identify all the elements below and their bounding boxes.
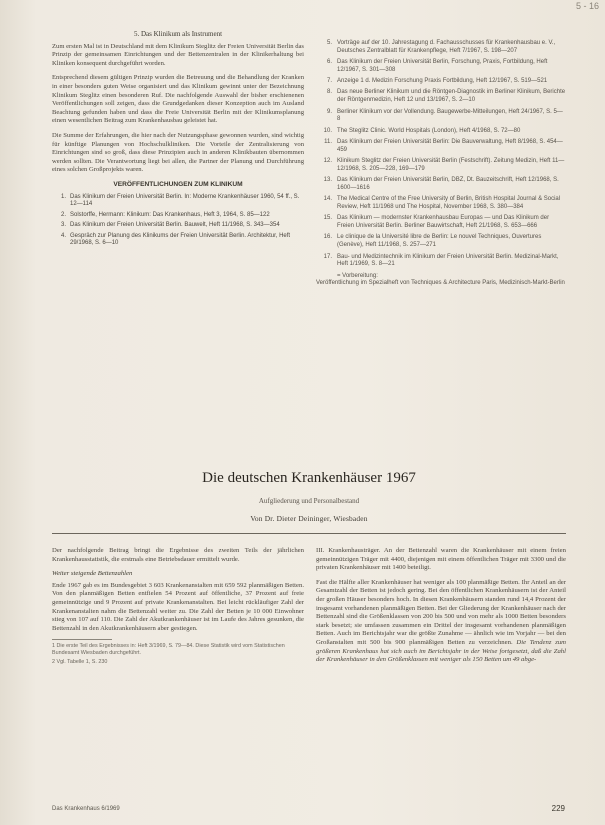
references-list bbox=[316, 40, 566, 269]
list-item-number: 1. bbox=[60, 193, 66, 200]
list-item bbox=[316, 40, 566, 56]
article-author: Von Dr. Dieter Deininger, Wiesbaden bbox=[250, 514, 368, 523]
list-item bbox=[316, 59, 566, 75]
list-item bbox=[316, 78, 566, 86]
list-item-number: 16. bbox=[323, 234, 332, 241]
list-item bbox=[316, 215, 566, 231]
section-heading: 5. Das Klinikum als Instrument bbox=[133, 30, 223, 38]
publications-list bbox=[52, 194, 304, 249]
paragraph bbox=[316, 579, 566, 665]
list-item-number: 15. bbox=[323, 215, 332, 222]
emphasized-text: Die Tendenz zum größeren Krankenhaus hat sich auch im Berichtsjahr in der Weise fortgesetzt, daß die Zahl der Krankenhäuser in den Größenklassen mit weniger als 150 Betten um 49 abge- bbox=[316, 638, 567, 664]
list-item-number: 6. bbox=[326, 59, 332, 66]
list-item bbox=[316, 177, 566, 193]
list-item-text: The Medical Centre of the Free University of Berlin, British Hospital Journal & Social Review, Heft 11/1968 und The Hospital, November 1968, S. 380—384 bbox=[337, 196, 561, 211]
list-item bbox=[316, 109, 566, 125]
list-item-number: 10. bbox=[323, 127, 332, 134]
list-item-number: 2. bbox=[60, 211, 66, 218]
list-item-text: Klinikum Steglitz der Freien Universität Berlin (Festschrift). Zeitung Medizin, Heft 11—12/1968, S. 205—228, 169—179 bbox=[337, 158, 565, 172]
list-item-text: Das Klinikum der Freien Universität Berlin, DBZ, Dt. Bauzeitschrift, Heft 12/1968, S. 1600—1616 bbox=[337, 177, 559, 191]
list-item-text: Das Klinikum der Freien Universität Berlin. In: Moderne Krankenhäuser 1960, 54 ff., S. 12—114 bbox=[70, 193, 300, 208]
list-item-text: Das neue Berliner Klinikum und die Röntgen-Diagnostik im Berliner Klinikum, Berichte der Röntgenmedizin, Heft 12 und 13/1967, S. 2—10 bbox=[337, 89, 566, 104]
list-item bbox=[316, 158, 566, 174]
list-item-number: 7. bbox=[326, 78, 332, 85]
page-number: 229 bbox=[551, 804, 565, 813]
publications-title: VERÖFFENTLICHUNGEN ZUM KLINIKUM bbox=[113, 180, 243, 188]
list-item-number: 8. bbox=[326, 89, 332, 96]
left-column bbox=[52, 30, 304, 251]
list-item-text: The Steglitz Clinic. World Hospitals (London), Heft 4/1968, S. 72—80 bbox=[337, 127, 521, 134]
footnote-divider bbox=[52, 639, 112, 640]
paragraph: Entsprechend diesem gültigen Prinzip wurden die Betreuung und die Behandlung der Kranken in einer besonders guten Weise organisiert und das Klinikum gewinnt unter der Bezeichnung Klinikum Steglitz einen besonderen Ruf. Die nachfolgende Auswahl der bisher erschienenen Veröffentlichungen soll zeigen, dass die Grundgedanken dieser Konzeption auch im Ausland Beachtung gefunden haben und dass die Freie Universität Berlin mit der Klinikumsplanung einen wesentlichen Beitrag zum Krankenhausbau geleistet hat. bbox=[52, 74, 304, 125]
footnote: 1 Die erste Teil des Ergebnisses in: Heft 3/1969, S. 79—84. Diese Statistik wird vom Statistischen Bundesamt Wiesbaden durchgeführt. bbox=[52, 643, 285, 657]
list-item-text: Das Klinikum der Freien Universität Berlin, Forschung, Praxis, Fortbildung, Heft 12/1967, S. 301—308 bbox=[337, 59, 548, 73]
list-item bbox=[52, 233, 304, 248]
list-item-text: Berliner Klinikum vor der Vollendung. Baugewerbe-Mitteilungen, Heft 24/1967, S. 5—8 bbox=[337, 108, 563, 123]
list-item-text: Bau- und Medizintechnik im Klinikum der Freien Universität Berlin. Medizinal-Markt, Heft 1/1969, S. 8—21 bbox=[337, 253, 559, 268]
list-item bbox=[316, 254, 566, 270]
footnote-text: Veröffentlichung im Spezialheft von Techniques & Architecture Paris, Medizinisch-Markt-Berlin bbox=[316, 280, 565, 287]
list-item-text: Gespräch zur Planung des Klinikums der Freien Universität Berlin. Architektur, Heft 29/1968, S. 6—10 bbox=[70, 232, 291, 247]
list-item-number: 5. bbox=[326, 40, 332, 46]
paragraph: Zum ersten Mal ist in Deutschland mit dem Klinikum Steglitz der Freien Universität Berlin das Prinzip der gemeinsamen Einrichtungen und der Bettenzentralen in der Klinikerhaltung bei Kliniken konsequent durchgeführt worden. bbox=[52, 42, 304, 67]
list-item-text: Das Klinikum — modernster Krankenhausbau Europas — und Das Klinikum der Freien Universität Berlin. Berliner Bauwirtschaft, Heft 21/1968, S. 653—666 bbox=[337, 215, 550, 230]
list-item bbox=[316, 234, 566, 250]
paragraph-text: Fast die Hälfte aller Krankenhäuser hat weniger als 100 planmäßige Betten. Ihr Anteil an der Gesamtzahl der Betten ist jedoch gering. Bei den öffentlichen Krankenhäusern ist der Anteil der großen Häuser besonders hoch. In diesen Krankenhäusern standen rund 14,4 Prozent der insgesamt vorhandenen planmäßigen Betten. Bei der Gliederung der Krankenhäuser nach der Bettenzahl sind die Größenklassen von 200 bis 500 und von mehr als 1000 Betten besonders stark besetzt; sie umfassen zusammen ein Drittel der insgesamt vorhandenen planmäßigen Betten. Auch im Berichtsjahr war die größte Zunahme — ähnlich wie im Vorjahr — bei den Großanstalten mit 500 bis 900 planmäßigen Betten zu verzeichnen. bbox=[316, 578, 566, 646]
list-item-number: 9. bbox=[326, 108, 332, 115]
list-item-number: 3. bbox=[60, 222, 66, 229]
footnote: 2 Vgl. Tabelle 1, S. 230 bbox=[52, 659, 108, 666]
corner-mark: 5 - 16 bbox=[575, 1, 599, 11]
article-column-left bbox=[52, 547, 304, 668]
list-item bbox=[52, 194, 304, 209]
list-item bbox=[316, 139, 566, 155]
list-item-number: 17. bbox=[323, 253, 332, 260]
list-item-text: Das Klinikum der Freien Universität Berlin. Bauwelt, Heft 11/1968, S. 343—354 bbox=[70, 222, 280, 229]
list-item bbox=[316, 128, 566, 136]
subheading: Weiter steigende Bettenzahlen bbox=[52, 570, 133, 578]
article-column-right bbox=[316, 547, 566, 671]
list-item-number: 14. bbox=[323, 196, 332, 203]
paragraph: Die Summe der Erfahrungen, die hier nach der Nutzungsphase gewonnen wurden, sind wichtig für künftige Planungen von Hochschulkliniken. Die Vorteile der Zentralisierung von Einrichtungen sind so groß, dass diese Prinzipien auch in anderen Klinikbauten übernommen werden sollten. Die Verantwortung liegt bei allen, die Partner der Planung und Durchführung eines solchen Großprojekts waren. bbox=[52, 131, 304, 174]
list-item-number: 11. bbox=[324, 138, 332, 145]
list-item-number: 12. bbox=[323, 158, 332, 165]
paragraph: Ende 1967 gab es im Bundesgebiet 3 603 Krankenanstalten mit 659 592 planmäßigen Betten. Von den planmäßigen Betten entfielen 54 Prozent auf öffentliche, 37 Prozent auf freie gemeinnützige und 9 Prozent auf private Krankenanstalten. Bei leicht rückläufiger Zahl der Krankenanstalten nahm die Bettenzahl weiter zu. Die Zahl der Betten je 10 000 Einwohner stieg von 107 auf 110. Die Zahl der Akutkrankenhäuser ist im Laufe des Jahres gesunken, die Bettenzahl in den Akutkrankenhäusern aber gestiegen. bbox=[52, 581, 304, 632]
list-item-text: Das Klinikum der Freien Universität Berlin: Die Bauverwaltung, Heft 8/1968, S. 454—459 bbox=[337, 138, 563, 153]
intro-paragraph: Der nachfolgende Beitrag bringt die Ergebnisse des zweiten Teils der jährlichen Krankenhausstatistik, die erstmals eine Betriebsdauer ermittelt wurde. bbox=[52, 547, 304, 563]
list-item-text: Vorträge auf der 10. Jahrestagung d. Fachausschusses für Krankenhausbau e. V., Deutsches Zentralblatt für Krankenpflege, Heft 7/1967, S. 198—207 bbox=[337, 40, 556, 54]
list-item-number: 13. bbox=[323, 177, 332, 184]
right-column bbox=[316, 40, 566, 288]
list-item bbox=[52, 222, 304, 230]
paragraph: III. Krankenhausträger. An der Bettenzahl waren die Krankenhäuser mit einem freien gemeinnützigen Träger mit 4400, diejenigen mit einem öffentlichen Träger mit 3300 und die privaten Krankenhäuser mit 1400 beteiligt. bbox=[316, 547, 566, 572]
list-item bbox=[52, 212, 304, 220]
list-item bbox=[316, 196, 566, 212]
divider bbox=[52, 533, 566, 534]
list-item bbox=[316, 89, 566, 105]
article-subtitle: Aufgliederung und Personalbestand bbox=[258, 497, 360, 505]
list-item-text: Le clinique de la Université libre de Berlin: Le nouvel Techniques, Ouvertures (Genève), Heft 11/1968, S. 257—271 bbox=[337, 234, 542, 249]
journal-name: Das Krankenhaus 6/1969 bbox=[52, 806, 120, 812]
list-item-number: 4. bbox=[60, 232, 66, 239]
list-item-text: Anzeige 1 d. Medizin Forschung Praxis Fortbildung, Heft 12/1967, S. 519—521 bbox=[337, 78, 548, 85]
footnote-sign: = Vorbereitung: bbox=[337, 272, 378, 279]
article-title: Die deutschen Krankenhäuser 1967 bbox=[202, 470, 416, 486]
list-item-text: Solstorffe, Hermann: Klinikum: Das Krankenhaus, Heft 3, 1964, S. 85—122 bbox=[70, 211, 270, 218]
